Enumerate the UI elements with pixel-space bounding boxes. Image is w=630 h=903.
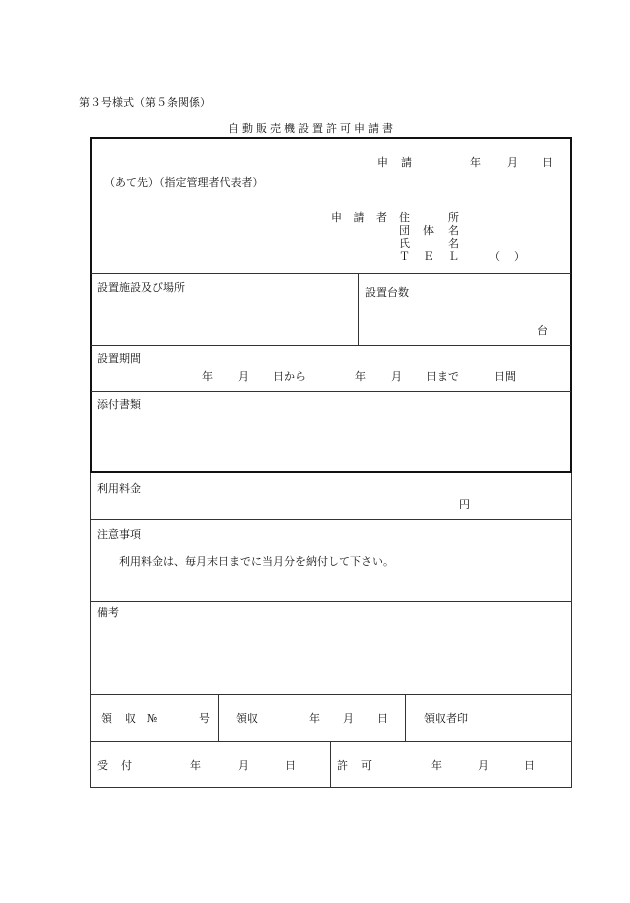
period-end-day: 日まで [426,370,459,383]
divider [218,695,219,741]
units-label: 設置台数 [365,286,409,299]
location-label: 設置施設及び場所 [97,281,185,294]
form-number: 第３号様式（第５条関係） [79,96,211,109]
receipt-day: 日 [377,712,388,725]
notes-label: 注意事項 [97,528,141,541]
reception-label-1: 受 [97,759,108,772]
reception-day: 日 [285,759,296,772]
date-month-label: 月 [507,156,518,169]
period-days: 日間 [494,370,516,383]
tel-paren-close: ） [514,250,525,263]
period-end-year: 年 [355,370,366,383]
receipt-number-unit: 号 [199,712,210,725]
permit-month: 月 [478,759,489,772]
tel-label-1: Ｔ [399,250,410,263]
applicant-label: 申 請 者 [331,211,391,224]
org-label-3: 名 [448,224,459,237]
fee-unit: 円 [459,498,470,511]
permit-day: 日 [524,759,535,772]
tel-paren-open: （ [489,250,500,263]
permit-year: 年 [431,759,442,772]
application-label-1: 申 [377,156,388,169]
divider [330,742,331,788]
receipt-number-label: № [147,712,158,725]
attachments-label: 添付書類 [97,398,141,411]
address-label-2: 所 [448,211,459,224]
address-label-1: 住 [399,211,410,224]
tel-label-3: Ｌ [448,250,459,263]
notes-text: 利用料金は、毎月末日までに当月分を納付して下さい。 [119,555,394,568]
receipt-label-2: 収 [125,712,136,725]
divider [91,345,571,346]
divider [91,601,571,602]
receipt-year: 年 [309,712,320,725]
name-label-2: 名 [448,237,459,250]
receipt-seal-label: 領収者印 [424,712,468,725]
org-label-1: 団 [399,224,410,237]
divider [91,391,571,392]
tel-label-2: Ｅ [423,250,434,263]
date-year-label: 年 [470,156,481,169]
remarks-label: 備考 [97,606,119,619]
units-unit: 台 [537,324,548,337]
reception-label-2: 付 [121,759,132,772]
receipt-month: 月 [343,712,354,725]
reception-year: 年 [190,759,201,772]
application-label-2: 請 [401,156,412,169]
permit-label-2: 可 [361,759,372,772]
org-label-2: 体 [423,224,434,237]
receipt-label-1: 領 [101,712,112,725]
divider [91,519,571,520]
divider [91,273,571,274]
divider [91,694,571,695]
divider [91,741,571,742]
fee-label: 利用料金 [97,482,141,495]
period-start-year: 年 [202,370,213,383]
receipt-date-label: 領収 [236,712,258,725]
date-day-label: 日 [542,156,553,169]
divider [405,695,406,741]
addressee: （あて先）（指定管理者代表者） [104,176,264,189]
period-start-month: 月 [238,370,249,383]
name-label-1: 氏 [399,237,410,250]
period-start-day: 日から [273,370,306,383]
form-title: 自動販売機設置許可申請書 [228,122,396,135]
period-label: 設置期間 [97,352,141,365]
permit-label-1: 許 [337,759,348,772]
period-end-month: 月 [391,370,402,383]
reception-month: 月 [238,759,249,772]
divider [358,274,359,345]
